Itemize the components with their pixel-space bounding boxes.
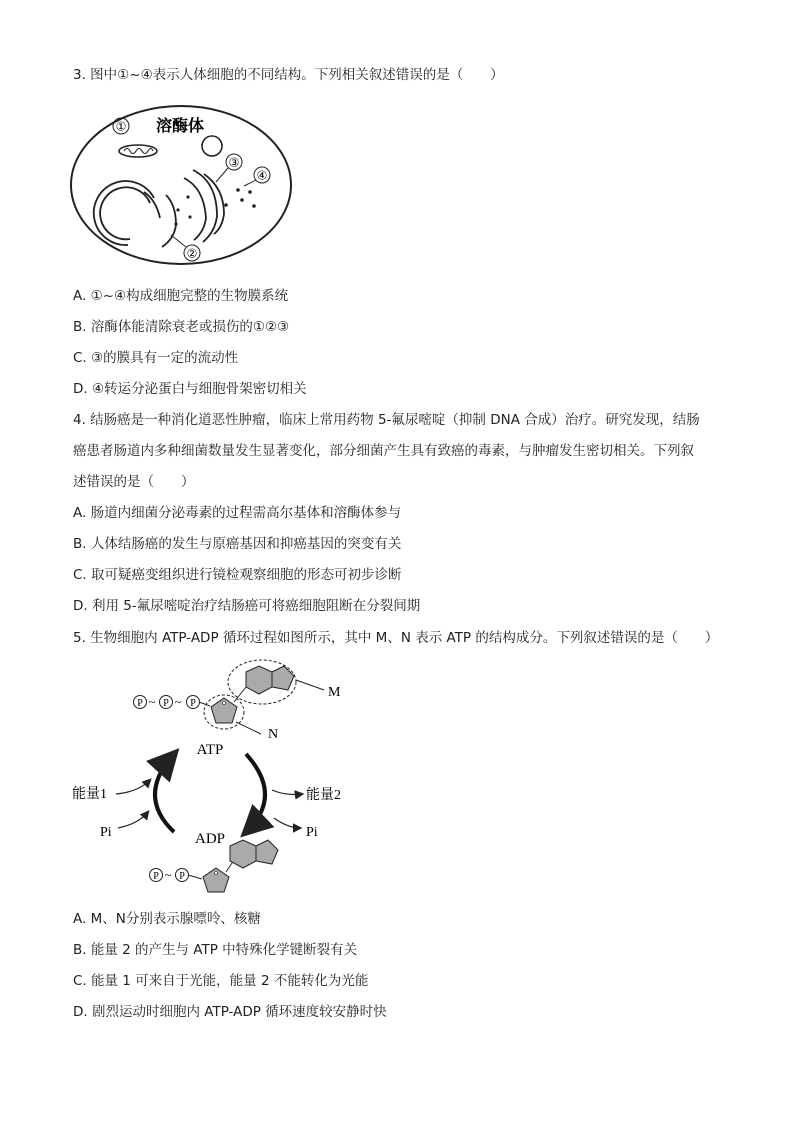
q3-option-d: D. ④转运分泌蛋白与细胞骨架密切相关 [73,381,307,397]
synthesis-arrow [155,754,174,832]
q4-option-c: C. 取可疑癌变组织进行镜检观察细胞的形态可初步诊断 [73,567,402,583]
energy2-label: 能量2 [306,788,341,803]
mitochondrion [119,145,157,157]
ribose-pentagon [204,695,244,729]
hydrolysis-arrow [246,754,265,832]
lysosome [202,136,222,156]
energy2-arrow [272,790,302,795]
cell-structure-figure [66,100,298,272]
svg-text:P: P [163,698,169,709]
adp-nucleoside [203,840,278,892]
svg-text:~: ~ [164,868,172,882]
q3-option-b: B. 溶酶体能清除衰老或损伤的①②③ [73,319,290,335]
adenine-rings [228,660,296,704]
svg-text:~: ~ [174,695,182,709]
atp-phosphate-chain [134,695,211,709]
pi-right-label: Pi [306,825,318,840]
q5-option-d: D. 剧烈运动时细胞内 ATP-ADP 循环速度较安静时快 [73,1004,387,1020]
label-2: ② [186,246,198,261]
lysosome-label: 溶酶体 [156,118,205,135]
svg-text:~: ~ [148,695,156,709]
q4-option-d: D. 利用 5-氟尿嘧啶治疗结肠癌可将癌细胞阻断在分裂间期 [73,598,421,614]
label-4: ④ [256,168,268,183]
label-1: ① [115,119,127,134]
energy1-arrow [116,780,150,794]
q4-stem-line-1: 4. 结肠癌是一种消化道恶性肿瘤，临床上常用药物 5-氟尿嘧啶（抑制 DNA 合成）治疗。研究发现，结肠 [73,412,700,428]
label-3: ③ [228,155,240,170]
energy1-label: 能量1 [72,787,107,802]
vesicles [224,188,256,208]
q3-stem: 3. 图中①~④表示人体细胞的不同结构。下列相关叙述错误的是（ ） [73,67,504,83]
pi-left-label: Pi [100,825,112,840]
q3-option-c: C. ③的膜具有一定的流动性 [73,350,239,366]
atp-adp-cycle-figure [66,656,366,896]
pi-out-arrow [274,818,300,828]
q3-option-a: A. ①~④构成细胞完整的生物膜系统 [73,288,289,304]
q4-option-a: A. 肠道内细菌分泌毒素的过程需高尔基体和溶酶体参与 [73,505,402,521]
q4-stem-line-3: 述错误的是（ ） [73,474,195,490]
adp-label: ADP [194,831,226,847]
svg-text:P: P [153,871,159,882]
q5-stem: 5. 生物细胞内 ATP-ADP 循环过程如图所示，其中 M、N 表示 ATP 的结构成分。下列叙述错误的是（ ） [73,630,719,646]
q4-option-b: B. 人体结肠癌的发生与原癌基因和抑癌基因的突变有关 [73,536,402,552]
svg-text:P: P [137,698,143,709]
pi-in-arrow [118,812,148,828]
golgi-apparatus [184,170,224,242]
q5-option-c: C. 能量 1 可来自于光能，能量 2 不能转化为光能 [73,973,369,989]
svg-text:P: P [179,871,185,882]
nucleus-er [94,181,176,247]
q4-stem-line-2: 癌患者肠道内多种细菌数量发生显著变化，部分细菌产生具有致癌的毒素，与肿瘤发生密切相关。下列叙 [73,443,694,459]
adp-phosphate-chain [150,868,203,882]
q5-option-b: B. 能量 2 的产生与 ATP 中特殊化学键断裂有关 [73,942,358,958]
atp-label: ATP [196,742,224,758]
svg-text:P: P [190,698,196,709]
q5-option-a: A. M、N分别表示腺嘌呤、核糖 [73,911,261,927]
label-m: M [328,685,341,700]
label-n: N [268,727,279,742]
